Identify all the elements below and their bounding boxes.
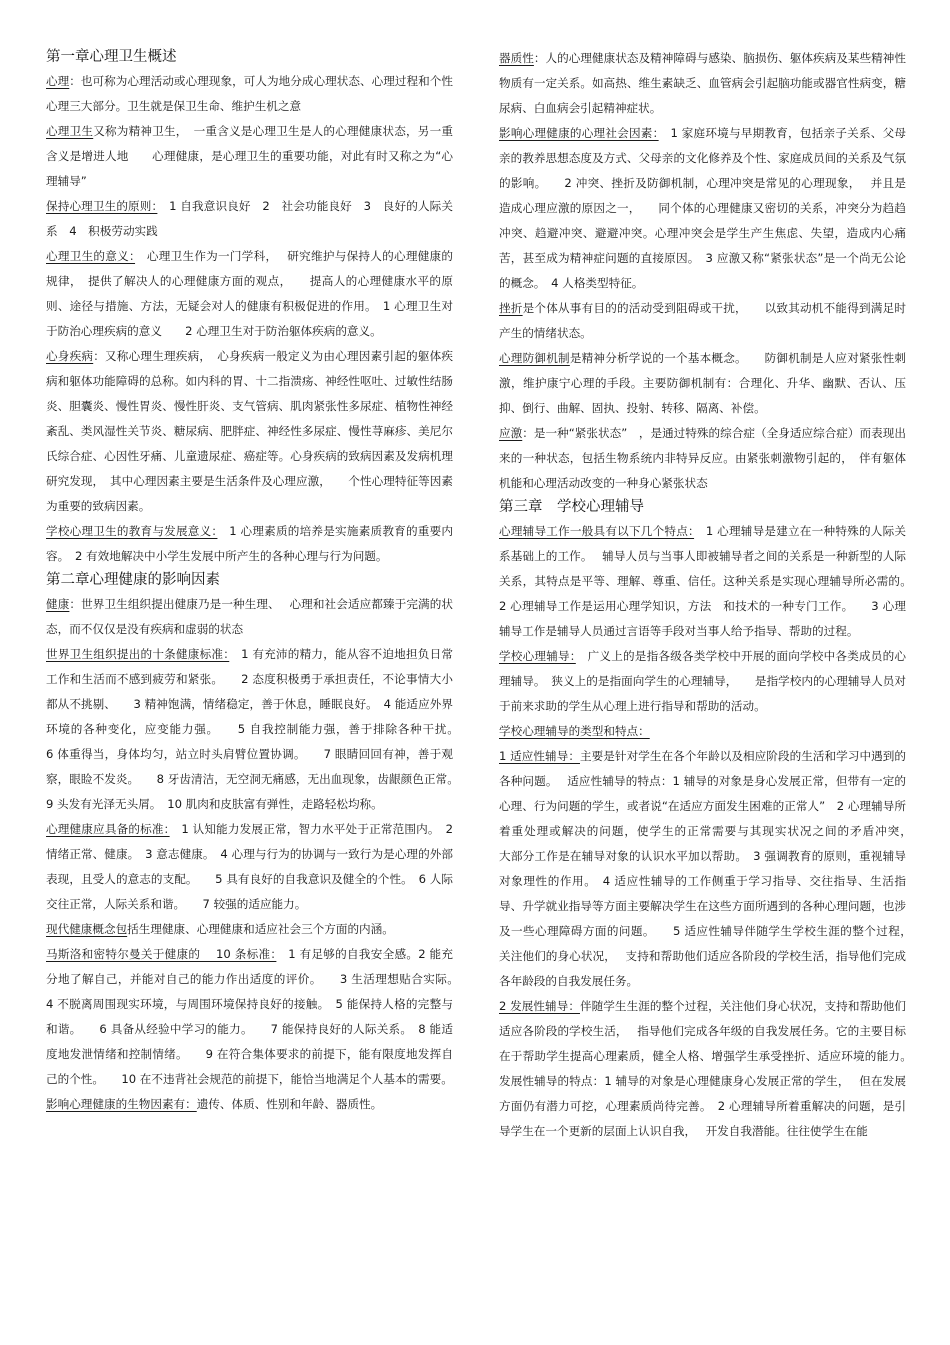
term: 世界卫生组织提出的十条健康标准：	[46, 647, 230, 661]
paragraph	[499, 644, 906, 719]
paragraph	[46, 519, 453, 569]
text: 1 有充沛的精力，能从容不迫地担负日常工作和生活而不感到疲劳和紧张。 2 态度积极勇于承担责任，不论事情大小都从不挑剔、 3 精神饱满，情绪稳定，善于休息，睡眠良好。 4 能适应外界环境的各种变化，应变能力强。 5 自我控制能力强，善于排除各种干扰。 6 体重得当，身体均匀，站立时头肩臂位置协调。 7 眼睛回回有神，善于观察，眼睑不发炎。 8 牙齿清洁，无空洞无痛感，无出血现象，齿龈颜色正常。 9 头发有光泽无头屑。 10 肌肉和皮肤富有弹性，走路轻松均称。	[46, 647, 477, 811]
paragraph	[46, 344, 453, 519]
term: 心理	[46, 74, 70, 88]
paragraph	[46, 244, 453, 344]
term: 器质性	[499, 51, 534, 65]
text: 伴随学生生涯的整个过程，关注他们身心状况，支持和帮助他们适应各阶段的学校生活， 指导他们完成各年级的自我发展任务。它的主要目标在于帮助学生提高心理素质，健全人格、增强学生承受挫折、适应环境的能力。 发展性辅导的特点：1 辅导的对象是心理健康身心发展正常的学生， 但在发展方面仍有潜力可挖，心理素质尚待完善。 2 心理辅导所着重解决的问题，是引导学生在一个更新的层面上认识自我， 开发自我潜能。往往使学生在能	[499, 999, 930, 1138]
text: ：是一种“紧张状态” ，是通过特殊的综合症（全身适应综合症）而表现出来的一种状态，包括生物系统内非特异反应。由紧张刺激物引起的， 伴有躯体机能和心理活动改变的一种身心紧张状态	[499, 426, 906, 490]
text: ：人的心理健康状态及精神障碍与感染、脑损伤、躯体疾病及某些精神性物质有一定关系。如高热、维生素缺乏、血管病会引起脑功能或器官性病变，糖尿病、白血病会引起精神症状。	[499, 51, 906, 115]
text: 1 心理辅导是建立在一种特殊的人际关系基础上的工作。 辅导人员与当事人即被辅导者之间的关系是一种新型的人际关系，其特点是平等、理解、尊重、信任。这种关系是实现心理辅导所必需的。 2 心理辅导工作是运用心理学知识，方法 和技术的一种专门工作。 3 心理辅导工作是辅导人员通过言语等手段对当事人给予指导、帮助的过程。	[499, 524, 930, 638]
text: 心理卫生作为一门学科， 研究维护与保持人的心理健康的规律， 提供了解决人的心理健康方面的观点， 提高人的心理健康水平的原则、途径与措施、方法，无疑会对人的健康有积极促进的作用。 1 心理卫生对于防治心理疾病的意义 2 心理卫生对于防治躯体疾病的意义。	[46, 249, 454, 338]
term: 心理辅导工作一般具有以下几个特点：	[499, 524, 695, 538]
term: 影响心理健康的心理社会因素：	[499, 126, 659, 140]
paragraph	[499, 994, 930, 1144]
chapter-2-title: 第二章心理健康的影响因素	[46, 572, 220, 588]
right-column	[499, 46, 930, 1345]
paragraph	[46, 942, 465, 1092]
text: 是精神分析学说的一个基本概念。 防御机制是人应对紧张性刺激，维护康宁心理的手段。主要防御机制有：合理化、升华、幽默、否认、压抑、倒行、曲解、固执、投射、转移、隔离、补偿。	[499, 351, 906, 415]
term: 影响心理健康的生物因素有：	[46, 1097, 197, 1111]
term: 保持心理卫生的原则：	[46, 199, 158, 213]
paragraph	[46, 194, 453, 244]
term: 心理卫生	[46, 124, 94, 138]
text: 是个体从事有目的的活动受到阻碍或干扰， 以致其动机不能得到满足时产生的情绪状态。	[499, 301, 906, 340]
term: 挫折	[499, 301, 523, 315]
term: 现代健康概念包	[46, 922, 128, 936]
chapter-1-title: 第一章心理卫生概述	[46, 49, 177, 65]
term: 2 发展性辅导：	[499, 999, 580, 1013]
paragraph	[499, 744, 930, 994]
text: 主要是针对学生在各个年龄以及相应阶段的生活和学习中遇到的各种问题。 适应性辅导的特点：1 辅导的对象是身心发展正常，但带有一定的心理、行为问题的学生，或者说“在适应方面发生困难的正常人” 2 心理辅导所着重处理或解决的问题，使学生的正常需要与其现实状况之间的矛盾冲突， 大部分工作是在辅导对象的认识水平加以帮助。 3 强调教育的原则，重视辅导对象理性的作用。 4 适应性辅导的工作侧重于学习指导、交往指导、生活指导、升学就业指导等方面主要解决学生在这些方面所遇到的各种心理问题，也涉及一些心理障碍方面的问题。 5 适应性辅导伴随学生学校生涯的整个过程， 关注他们的身心状况， 支持和帮助他们适应各阶段的学校生活，指导他们完成各年龄段的自我发展任务。	[499, 749, 930, 988]
term: 心理卫生的意义：	[46, 249, 136, 263]
text: 1 心理素质的培养是实施素质教育的重要内容。 2 有效地解决中小学生发展中所产生的各种心理与行为问题。	[46, 524, 453, 563]
term: 学校心理卫生的教育与发展意义：	[46, 524, 218, 538]
left-column	[46, 46, 477, 1345]
paragraph	[46, 817, 453, 917]
paragraph	[46, 917, 453, 942]
paragraph	[46, 69, 453, 119]
paragraph	[46, 592, 453, 642]
term: 心理健康应具备的标准：	[46, 822, 170, 836]
text: 1 有足够的自我安全感。2 能充分地了解自己，并能对自己的能力作出适度的评价。 3 生活理想贴合实际。 4 不脱离周围现实环境，与周围环境保持良好的接触。 5 能保持人格的完整与和谐。 6 具备从经验中学习的能力。 7 能保持良好的人际关系。 8 能适度地发泄情绪和控制情绪。 9 在符合集体要求的前提下，能有限度地发挥自己的个性。 10 在不违背社会规范的前提下，能恰当地满足个人基本的需要。	[46, 947, 465, 1086]
paragraph	[499, 121, 906, 296]
paragraph	[46, 1092, 453, 1117]
text: 1 家庭环境与早期教育，包括亲子关系、父母亲的教养思想态度及方式、父母亲的文化修养及个性、家庭成员间的关系及气氛的影响。 2 冲突、挫折及防御机制，心理冲突是常见的心理现象， 并且是造成心理应激的原因之一， 同个体的心理健康又密切的关系，冲突分为趋趋冲突、趋避冲突、避避冲突。心理冲突会是学生产生焦虑、失望，造成内心痛苦，甚至成为精神症问题的直接原因。 3 应激又称“紧张状态”是一个尚无公论的概念。 4 人格类型特征。	[499, 126, 906, 290]
term: 应激	[499, 426, 523, 440]
term: 马斯洛和密特尔曼关于健康的 10 条标准：	[46, 947, 277, 961]
paragraph	[499, 421, 906, 496]
text: ：也可称为心理活动或心理现象，可人为地分成心理状态、心理过程和个性心理三大部分。卫生就是保卫生命、维护生机之意	[46, 74, 453, 113]
text: 又称为精神卫生， 一重含义是心理卫生是人的心理健康状态，另一重含义是增进人地 心理健康，是心理卫生的重要功能，对此有时又称之为“心理辅导”	[46, 124, 453, 188]
term: 心身疾病	[46, 349, 94, 363]
text: 遗传、体质、性别和年龄、器质性。	[196, 1097, 383, 1111]
chapter-3-title: 第三章 学校心理辅导	[499, 499, 644, 515]
paragraph	[499, 519, 930, 644]
term: 健康	[46, 597, 70, 611]
term: 学校心理辅导：	[499, 649, 576, 663]
text: 广义上的是指各级各类学校中开展的面向学校中各类成员的心理辅导。 狭义上的是指面向学生的心理辅导， 是指学校内的心理辅导人员对于前来求助的学生从心理上进行指导和帮助的活动。	[499, 649, 906, 713]
text: ：又称心理生理疾病， 心身疾病一般定义为由心理因素引起的躯体疾病和躯体功能障碍的总称。如内科的胃、十二指溃疡、神经性呕吐、过敏性结肠炎、胆囊炎、慢性胃炎、慢性肝炎、支气管病、肌肉紧张性多尿症、植物性神经紊乱、类风湿性关节炎、糖尿病、肥胖症、神经性多尿症、慢性荨麻疹、美尼尔氏综合症、心因性牙痛、儿童遗尿症、癌症等。心身疾病的致病因素及发病机理研究发现， 其中心理因素主要是生活条件及心理应激， 个性心理特征等因素为重要的致病因素。	[46, 349, 453, 513]
paragraph	[499, 719, 906, 744]
paragraph	[499, 346, 906, 421]
text: 1 自我意识良好 2 社会功能良好 3 良好的人际关系 4 积极劳动实践	[46, 199, 453, 238]
paragraph	[499, 296, 906, 346]
paragraph	[499, 46, 906, 121]
term: 1 适应性辅导：	[499, 749, 580, 763]
paragraph	[46, 642, 477, 817]
text: 括生理健康、心理健康和适应社会三个方面的内涵。	[127, 922, 394, 936]
term: 学校心理辅导的类型和特点：	[499, 724, 650, 738]
text: 1 认知能力发展正常，智力水平处于正常范围内。 2 情绪正常、健康。 3 意志健康。 4 心理与行为的协调与一致行为是心理的外部表现，且受人的意志的支配。 5 具有良好的自我意识及健全的个性。 6 人际交往正常，人际关系和谐。 7 较强的适应能力。	[46, 822, 453, 911]
term: 心理防御机制	[499, 351, 570, 365]
paragraph	[46, 119, 453, 194]
text: ：世界卫生组织提出健康乃是一种生理、 心理和社会适应都臻于完满的状态，而不仅仅是没有疾病和虚弱的状态	[46, 597, 453, 636]
